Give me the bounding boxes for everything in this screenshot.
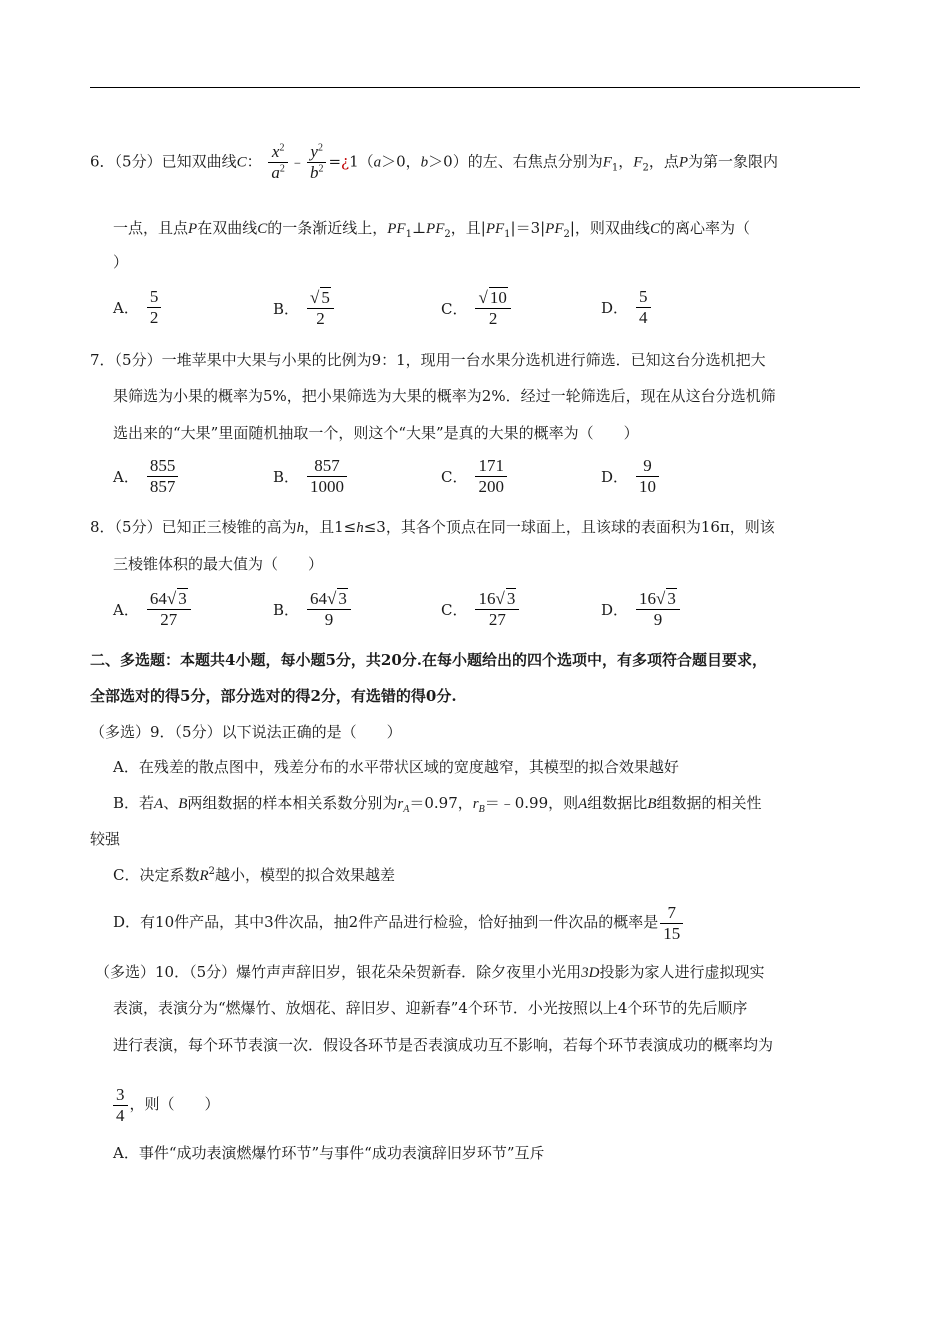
q7-option-c[interactable]: C． $\frac{171}{200}$ (441, 456, 509, 497)
q7-line3: 选出来的“大果”里面随机抽取一个，则这个“大果”是真的大果的概率为（ ） (113, 424, 639, 442)
q6-fraction-y: $\frac{y^2}{b^2}$ (307, 142, 327, 183)
q7-option-a[interactable]: A． $\frac{855}{857}$ (113, 456, 180, 497)
q10-line1: （多选）10．（5分）爆竹声声辞旧岁，银花朵朵贺新春．除夕夜里小光用3D投影为家人进行虚拟现实 (95, 963, 765, 981)
q9-option-c[interactable]: C．决定系数$R^2$越小，模型的拟合效果越差 (113, 866, 396, 884)
q6-line1: 6．（5分）已知双曲线C： $\frac{x^2}{a^2}$ ﹣ $\frac{y^2}{b^2}$ =¿1（a＞0，b＞0）的左、右焦点分别为$F_1$，$F_2$，点P为第一象限内 (90, 142, 779, 182)
section2-heading-line2: 全部选对的得5分，部分选对的得2分，有选错的得0分. (90, 687, 457, 705)
q8-option-d[interactable]: D． $\frac{16√ 3}{9}$ (601, 588, 682, 630)
q9-option-b-cont: 较强 (90, 830, 121, 848)
q8-option-a[interactable]: A． $\frac{64√ 3}{27}$ (113, 588, 193, 630)
section2-heading-line1: 二、多选题：本题共4小题，每小题5分，共20分.在每小题给出的四个选项中，有多项符合题目要求， (90, 651, 767, 669)
q10-line2: 表演，表演分为“燃爆竹、放烟花、辞旧岁、迎新春”4个环节．小光按照以上4个环节的先后顺序 (113, 999, 748, 1017)
q6-option-a[interactable]: A． $\frac{5}{2}$ (113, 287, 163, 328)
q8-line2: 三棱锥体积的最大值为（ ） (113, 555, 324, 573)
q6-option-d[interactable]: D． $\frac{5}{4}$ (601, 287, 653, 328)
q7-line1: 7．（5分）一堆苹果中大果与小果的比例为9：1，现用一台水果分选机进行筛选．已知这台分选机把大 (90, 351, 766, 369)
q8-option-c[interactable]: C． $\frac{16√ 3}{27}$ (441, 588, 521, 630)
q8-option-b[interactable]: B． $\frac{64√ 3}{9}$ (273, 588, 353, 630)
q10-line3: 进行表演，每个环节表演一次．假设各环节是否表演成功互不影响，若每个环节表演成功的概率均为 (113, 1036, 774, 1054)
header-rule (90, 87, 860, 88)
q7-line2: 果筛选为小果的概率为5%，把小果筛选为大果的概率为2%．经过一轮筛选后，现在从这台分选机筛 (113, 387, 776, 405)
q6-option-b[interactable]: B． $\frac{√ 5}{2}$ (273, 287, 336, 329)
q6-line3: ） (113, 253, 129, 271)
q10-option-a[interactable]: A．事件“成功表演燃爆竹环节”与事件“成功表演辞旧岁环节”互斥 (113, 1144, 545, 1162)
q9-option-b[interactable]: B．若A、B两组数据的样本相关系数分别为$r_A=0.97$，$r_B=﹣0.99$，则A组数据比B组数据的相关性 (113, 794, 762, 815)
q10-line4: $\frac{3}{4}$ ，则（ ） (113, 1084, 220, 1126)
q9-option-a[interactable]: A．在残差的散点图中，残差分布的水平带状区域的宽度越窄，其模型的拟合效果越好 (113, 758, 679, 776)
q6-fraction-x: $\frac{x^2}{a^2}$ (268, 142, 288, 183)
q7-option-d[interactable]: D． $\frac{9}{10}$ (601, 456, 661, 497)
q7-option-b[interactable]: B． $\frac{857}{1000}$ (273, 456, 349, 497)
q6-line2: 一点，且点P在双曲线C的一条渐近线上，$PF_1\perp PF_2$，且$|PF_1|=3|PF_2|$，则双曲线C的离心率为（ (113, 219, 750, 240)
q6-option-c[interactable]: C． $\frac{√ 10}{2}$ (441, 287, 513, 329)
q9-option-d[interactable]: D．有10件产品，其中3件次品，抽2件产品进行检验，恰好抽到一件次品的概率是 $\frac{7}{15}$ (113, 902, 685, 944)
q9-line1: （多选）9．（5分）以下说法正确的是（ ） (90, 723, 402, 741)
q8-line1: 8．（5分）已知正三棱锥的高为h，且1≤h≤3，其各个顶点在同一球面上，且该球的表面积为16π，则该 (90, 518, 775, 536)
